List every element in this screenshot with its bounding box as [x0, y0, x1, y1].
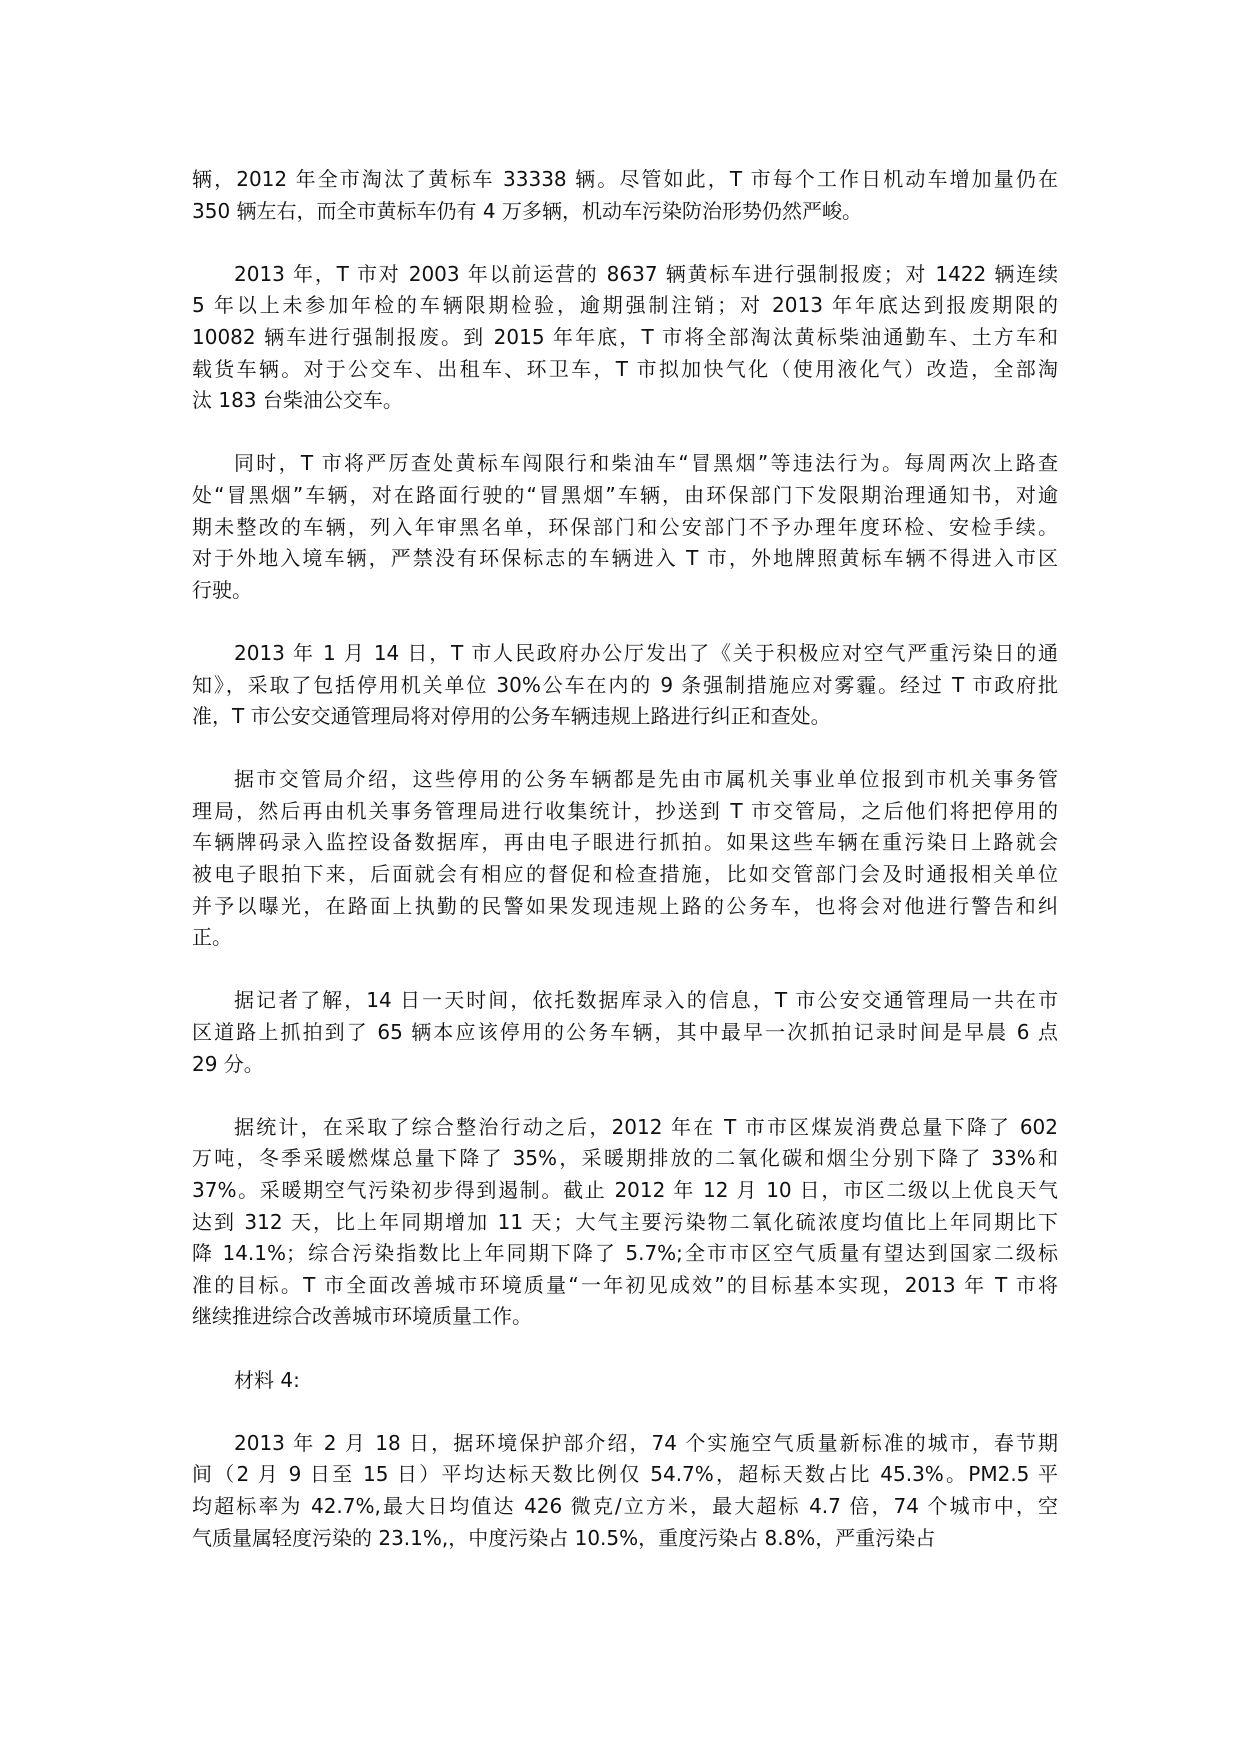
document-page [192, 164, 1058, 1586]
text-line: 万吨，冬季采暖燃煤总量下降了 35%，采暖期排放的二氧化碳和烟尘分别下降了 33%和 [192, 1146, 1058, 1171]
text-line: 辆，2012 年全市淘汰了黄标车 33338 辆。尽管如此，T 市每个工作日机动车增加量仍在 [192, 167, 1058, 191]
paragraph [192, 448, 1058, 606]
text-line: 被电子眼拍下来，后面就会有相应的督促和检查措施，比如交管部门会及时通报相关单位 [192, 862, 1058, 887]
text-line: 29 分。 [192, 1051, 264, 1076]
paragraph [192, 985, 1058, 1080]
text-line: 350 辆左右，而全市黄标车仍有 4 万多辆，机动车污染防治形势仍然严峻。 [192, 198, 862, 223]
text-line: 37%。采暖期空气污染初步得到遏制。截止 2012 年 12 月 10 日，市区二级以上优良天气 [192, 1178, 1058, 1202]
paragraph [192, 259, 1058, 417]
text-line: 并予以曝光，在路面上执勤的民警如果发现违规上路的公务车，也将会对他进行警告和纠 [192, 893, 1058, 918]
text-line: 行驶。 [192, 577, 252, 602]
text-line: 2013 年 1 月 14 日，T 市人民政府办公厅发出了《关于积极应对空气严重污染日的通 [234, 640, 1058, 665]
text-line: 理局，然后再由机关事务管理局进行收集统计，抄送到 T 市交管局，之后他们将把停用的 [192, 798, 1058, 823]
paragraph [192, 1112, 1058, 1333]
text-line: 继续推进综合改善城市环境质量工作。 [192, 1304, 532, 1329]
text-line: 准，T 市公安交通管理局将对停用的公务车辆违规上路进行纠正和查处。 [192, 704, 831, 729]
paragraph [192, 164, 1058, 227]
text-line: 降 14.1%；综合污染指数比上年同期下降了 5.7%;全市市区空气质量有望达到国家二级标 [192, 1241, 1058, 1266]
text-line: 汰 183 台柴油公交车。 [192, 388, 403, 413]
paragraph [192, 1365, 1058, 1397]
text-line: 对于外地入境车辆，严禁没有环保标志的车辆进入 T 市，外地牌照黄标车辆不得进入市区 [192, 546, 1058, 571]
text-line: 据记者了解，14 日一天时间，依托数据库录入的信息，T 市公安交通管理局一共在市 [234, 988, 1058, 1013]
text-line: 2013 年，T 市对 2003 年以前运营的 8637 辆黄标车进行强制报废；对 1422 辆连续 [234, 261, 1058, 286]
text-line: 2013 年 2 月 18 日，据环境保护部介绍，74 个实施空气质量新标准的城市，春节期 [234, 1430, 1058, 1455]
text-line: 期未整改的车辆，列入年审黑名单，环保部门和公安部门不予办理年度环检、安检手续。 [192, 514, 1058, 539]
text-line: 载货车辆。对于公交车、出租车、环卫车，T 市拟加快气化（使用液化气）改造，全部淘 [192, 356, 1058, 381]
text-line: 气质量属轻度污染的 23.1%,，中度污染占 10.5%，重度污染占 8.8%，严重污染占 [192, 1525, 936, 1550]
text-line: 间（2 月 9 日至 15 日）平均达标天数比例仅 54.7%，超标天数占比 45.3%。PM2.5 平 [192, 1462, 1058, 1487]
text-line: 材料 4: [234, 1367, 300, 1392]
paragraph [192, 1428, 1058, 1554]
text-line: 正。 [192, 925, 232, 950]
text-line: 车辆牌码录入监控设备数据库，再由电子眼进行抓拍。如果这些车辆在重污染日上路就会 [192, 830, 1058, 855]
text-line: 区道路上抓拍到了 65 辆本应该停用的公务车辆，其中最早一次抓拍记录时间是早晨 6 点 [192, 1020, 1058, 1045]
text-line: 同时，T 市将严厉查处黄标车闯限行和柴油车“冒黑烟”等违法行为。每周两次上路查 [234, 451, 1058, 476]
text-line: 知》，采取了包括停用机关单位 30%公车在内的 9 条强制措施应对雾霾。经过 T 市政府批 [192, 672, 1058, 697]
text-line: 达到 312 天，比上年同期增加 11 天；大气主要污染物二氧化硫浓度均值比上年同期比下 [192, 1209, 1058, 1234]
text-line: 据统计，在采取了综合整治行动之后，2012 年在 T 市市区煤炭消费总量下降了 602 [234, 1114, 1058, 1139]
text-line: 处“冒黑烟”车辆，对在路面行驶的“冒黑烟”车辆，由环保部门下发限期治理通知书，对逾 [192, 482, 1058, 507]
text-line: 均超标率为 42.7%,最大日均值达 426 微克/立方米，最大超标 4.7 倍，74 个城市中，空 [192, 1493, 1058, 1518]
text-line: 据市交管局介绍，这些停用的公务车辆都是先由市属机关事业单位报到市机关事务管 [234, 767, 1058, 792]
paragraph [192, 638, 1058, 733]
text-line: 准的目标。T 市全面改善城市环境质量“一年初见成效”的目标基本实现，2013 年 T 市将 [192, 1272, 1058, 1297]
text-line: 5 年以上未参加年检的车辆限期检验，逾期强制注销；对 2013 年年底达到报废期限的 [192, 293, 1058, 318]
text-line: 10082 辆车进行强制报废。到 2015 年年底，T 市将全部淘汰黄标柴油通勤车、土方车和 [192, 324, 1058, 349]
paragraph [192, 764, 1058, 954]
